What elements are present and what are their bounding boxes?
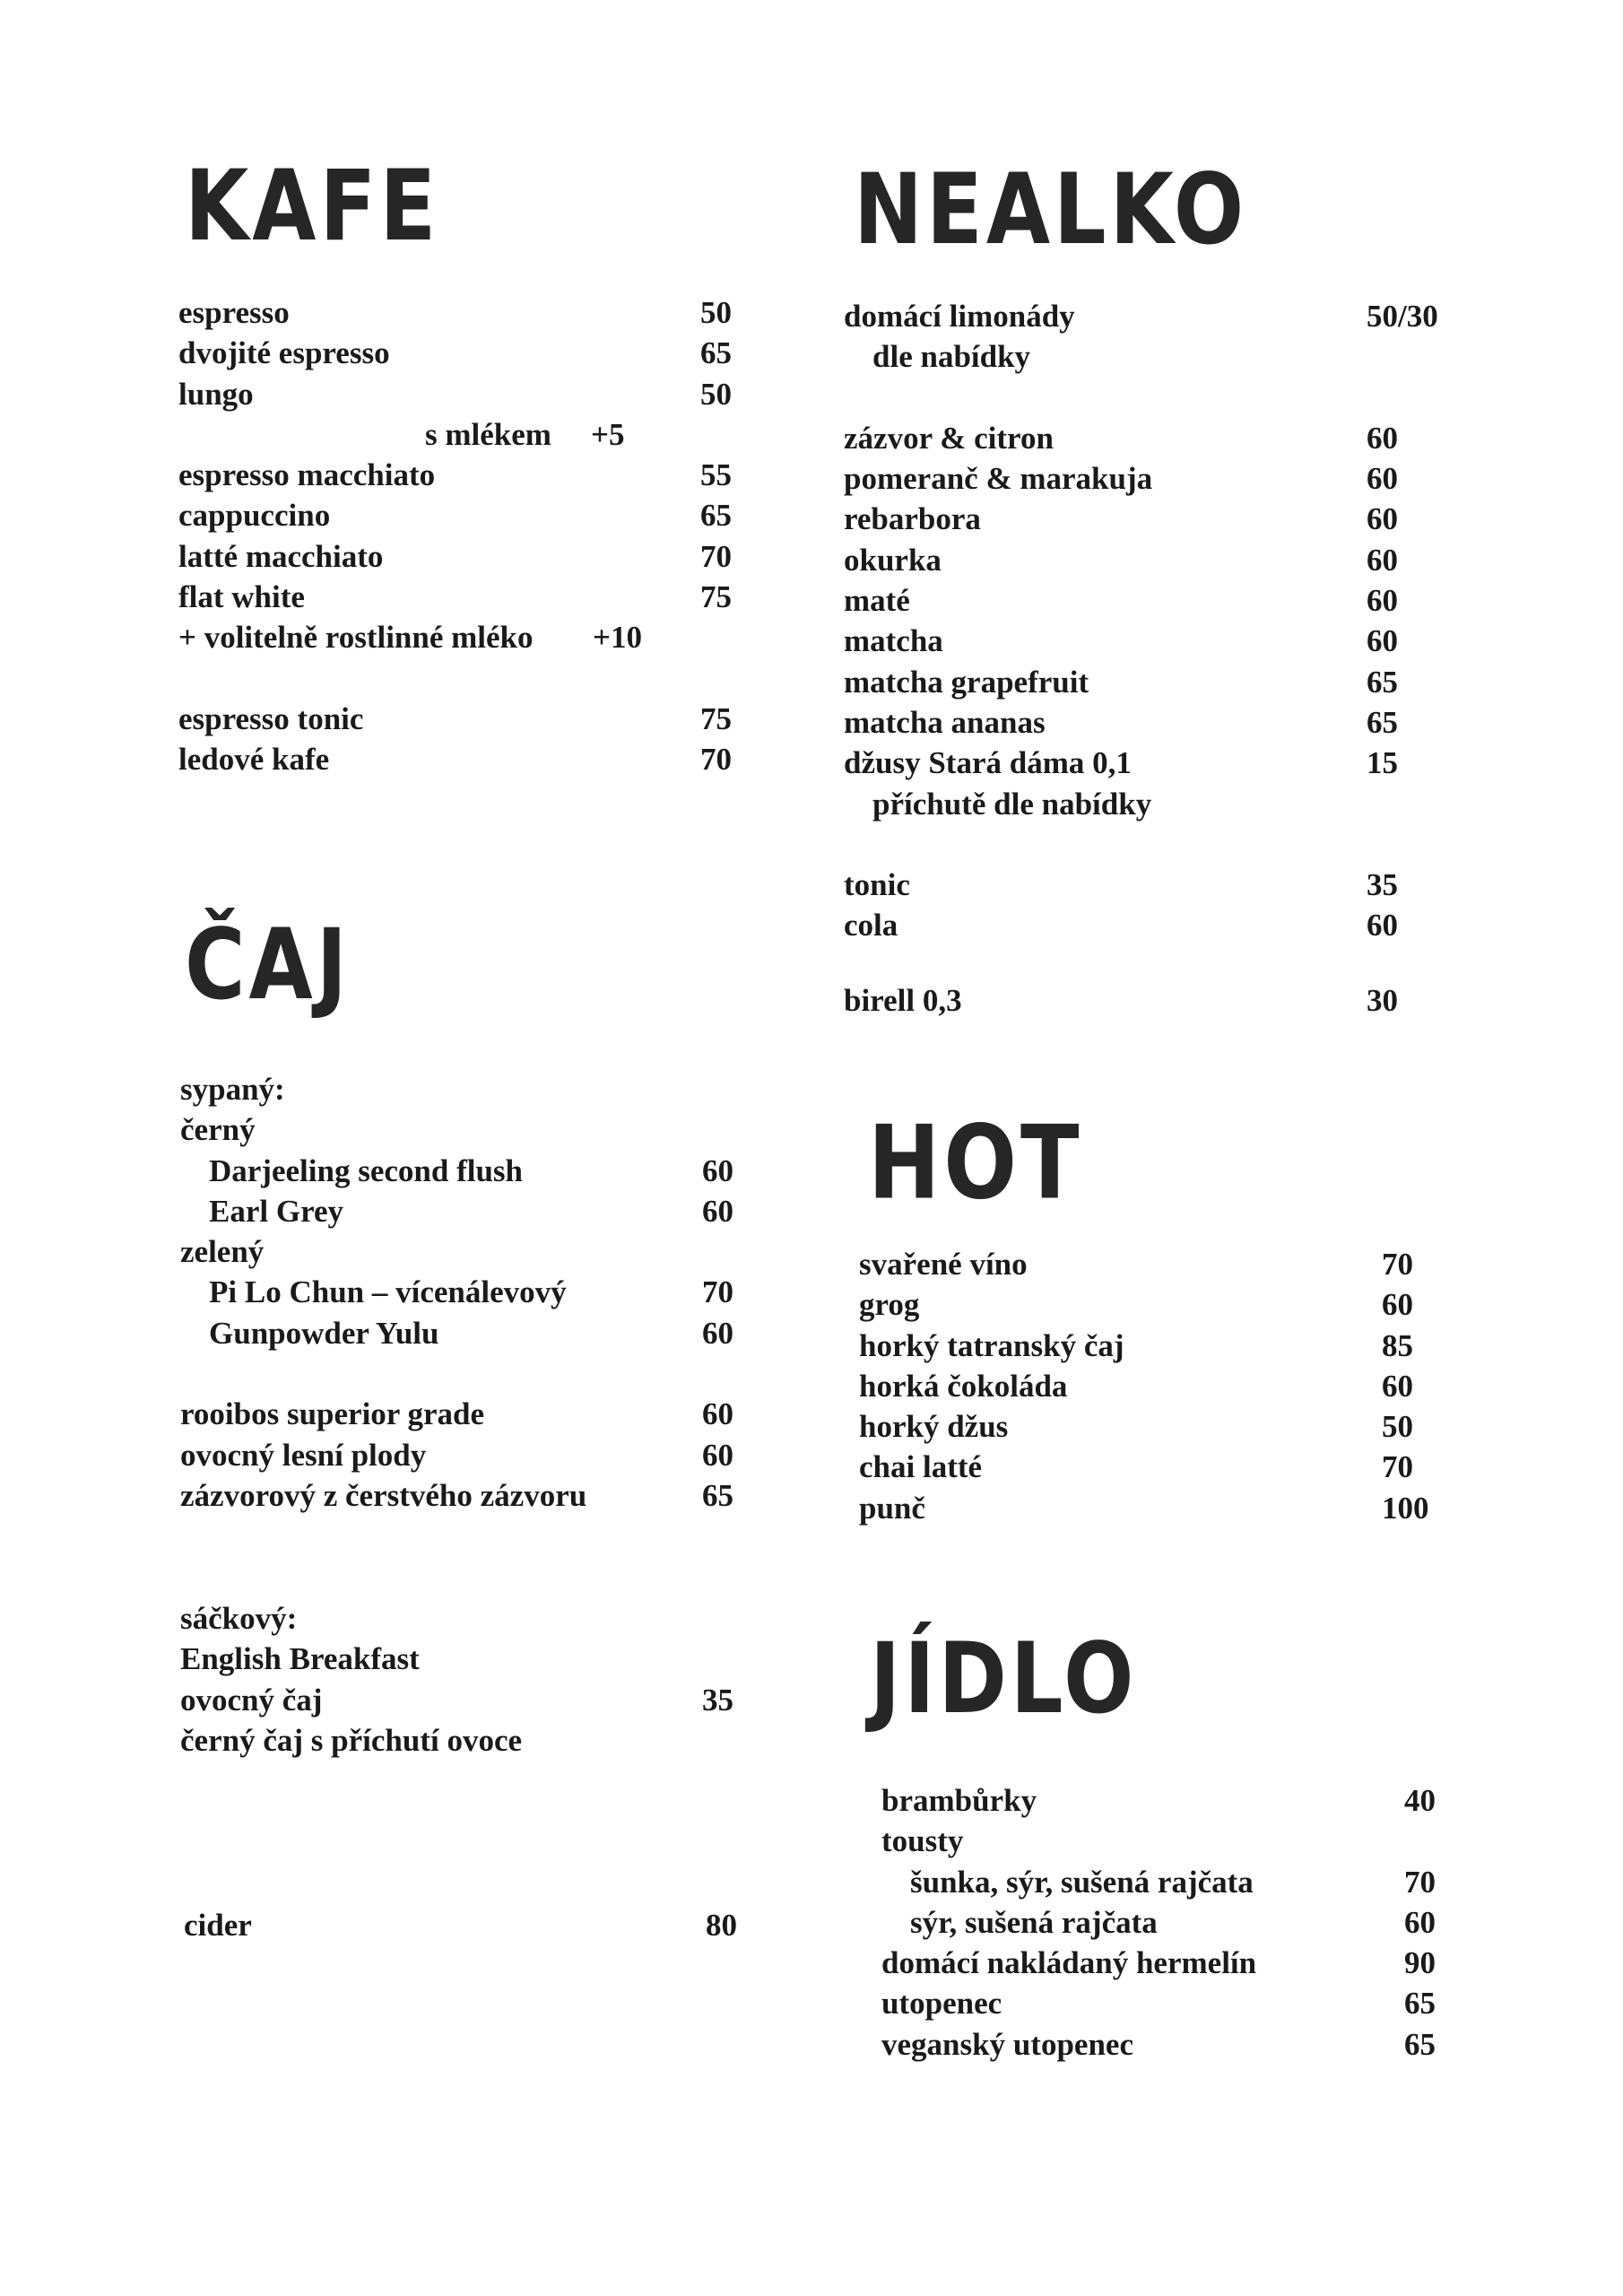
- menu-item: [881, 2024, 1509, 2065]
- menu-item: [178, 739, 752, 779]
- item-price: 70: [1404, 1864, 1436, 1900]
- subsection-label: sáčkový:: [180, 1601, 298, 1636]
- item-name: punč: [859, 1490, 925, 1526]
- item-name: matcha: [844, 623, 943, 659]
- spacer: [844, 378, 1507, 418]
- menu-section-jidlo: [881, 1780, 1509, 2065]
- item-price: 65: [700, 335, 732, 371]
- item-name: horký džus: [859, 1409, 1009, 1445]
- menu-item: [844, 662, 1507, 702]
- item-price: 65: [1404, 2026, 1436, 2062]
- item-price: 75: [700, 700, 732, 736]
- item-price: 65: [1367, 704, 1398, 740]
- item-price: 70: [700, 742, 732, 778]
- menu-item: [180, 1394, 754, 1434]
- item-name: cider: [184, 1908, 252, 1943]
- item-price: +5: [591, 416, 625, 452]
- item-price: 60: [702, 1396, 733, 1432]
- item-name: s mlékem: [425, 416, 551, 452]
- menu-item: [859, 1406, 1487, 1447]
- item-price: 100: [1382, 1490, 1429, 1526]
- menu-item: [844, 296, 1507, 336]
- menu-section-hot: [859, 1244, 1487, 1528]
- menu-item: [881, 1862, 1509, 1902]
- menu-item: [844, 702, 1507, 743]
- item-name: Pi Lo Chun – vícenálevový: [209, 1274, 567, 1310]
- item-name: espresso: [178, 295, 290, 330]
- item-price: 60: [1367, 583, 1398, 619]
- menu-item: [881, 1780, 1509, 1821]
- menu-section-cider: [184, 1905, 758, 1945]
- menu-item: [844, 580, 1507, 621]
- item-price: 60: [1404, 1904, 1436, 1940]
- menu-item: [178, 577, 752, 617]
- item-name: zázvorový z čerstvého zázvoru: [180, 1477, 587, 1513]
- menu-item: [184, 1905, 758, 1945]
- item-name: latté macchiato: [178, 538, 384, 574]
- menu-item: [178, 495, 752, 535]
- item-name: horká čokoláda: [859, 1368, 1068, 1404]
- item-name: brambůrky: [881, 1783, 1037, 1818]
- item-name: ovocný lesní plody: [180, 1437, 427, 1473]
- item-price: 65: [702, 1477, 733, 1513]
- item-price: 55: [700, 457, 732, 493]
- menu-item: [180, 1191, 754, 1231]
- menu-item: [881, 1902, 1509, 1943]
- item-name: dvojité espresso: [178, 335, 390, 371]
- item-name: okurka: [844, 542, 942, 578]
- menu-item: [180, 1435, 754, 1475]
- menu-item: [859, 1284, 1487, 1325]
- menu-item: [844, 540, 1507, 580]
- item-name: sýr, sušená rajčata: [910, 1904, 1158, 1940]
- item-name: maté: [844, 583, 910, 619]
- menu-item: [180, 1313, 754, 1353]
- menu-item: [881, 1983, 1509, 2023]
- menu-item: [178, 699, 752, 739]
- heading-hot: HOT: [868, 1103, 1083, 1222]
- item-price: 65: [700, 498, 732, 534]
- menu-item: [844, 743, 1507, 783]
- item-price: 60: [1367, 420, 1398, 456]
- menu-item: [180, 1680, 754, 1720]
- item-name: espresso macchiato: [178, 457, 436, 493]
- item-name: grog: [859, 1287, 920, 1323]
- item-price: 60: [1367, 501, 1398, 537]
- item-price: 70: [1382, 1449, 1413, 1485]
- item-price: 70: [1382, 1247, 1413, 1282]
- item-price: 60: [1367, 461, 1398, 497]
- item-name: espresso tonic: [178, 700, 364, 736]
- menu-item-modifier: [178, 617, 752, 657]
- item-price: 60: [1367, 542, 1398, 578]
- item-price: 60: [702, 1193, 733, 1229]
- item-price: 90: [1404, 1945, 1436, 1981]
- item-name: svařené víno: [859, 1247, 1028, 1282]
- item-name: English Breakfast: [180, 1641, 420, 1677]
- menu-item: [178, 455, 752, 495]
- item-price: 15: [1367, 745, 1398, 781]
- item-price: 60: [1382, 1287, 1413, 1323]
- menu-item: [859, 1244, 1487, 1284]
- menu-item: [859, 1488, 1487, 1528]
- item-name: flat white: [178, 579, 305, 615]
- item-name: + volitelně rostlinné mléko: [178, 620, 534, 656]
- item-price: 35: [1367, 867, 1398, 903]
- item-name: cola: [844, 908, 898, 944]
- item-price: 35: [702, 1682, 733, 1718]
- item-name: pomeranč & marakuja: [844, 461, 1153, 497]
- menu-item: [844, 621, 1507, 661]
- item-name: matcha ananas: [844, 704, 1046, 740]
- menu-item: [844, 865, 1507, 905]
- item-price: 60: [702, 1315, 733, 1351]
- item-note: dle nabídky: [872, 339, 1031, 375]
- heading-kafe: KAFE: [185, 149, 440, 263]
- menu-item: [844, 905, 1507, 945]
- subsection-label: zelený: [180, 1234, 265, 1270]
- menu-item-modifier: [178, 414, 752, 455]
- heading-jidlo: JÍDLO: [870, 1622, 1138, 1735]
- item-name: chai latté: [859, 1449, 983, 1485]
- item-price: 60: [1367, 908, 1398, 944]
- item-price: 50: [700, 376, 732, 412]
- item-price: 60: [1382, 1368, 1413, 1404]
- item-price: 80: [706, 1908, 737, 1943]
- item-name: zázvor & citron: [844, 420, 1054, 456]
- menu-section-caj-loose: [180, 1069, 754, 1516]
- item-price: 65: [1367, 664, 1398, 700]
- menu-section-nealko: [844, 296, 1507, 1021]
- item-name: Gunpowder Yulu: [209, 1315, 439, 1351]
- item-price: +10: [593, 620, 642, 656]
- item-price: 60: [1367, 623, 1398, 659]
- item-name: lungo: [178, 376, 254, 412]
- item-price: 30: [1367, 982, 1398, 1018]
- item-name: šunka, sýr, sušená rajčata: [910, 1864, 1254, 1900]
- item-price: 50/30: [1367, 299, 1438, 334]
- menu-item: [178, 333, 752, 373]
- spacer: [180, 1353, 754, 1394]
- menu-item: [180, 1272, 754, 1312]
- menu-item: [180, 1639, 754, 1679]
- item-price: 70: [702, 1274, 733, 1310]
- item-name: birell 0,3: [844, 982, 962, 1018]
- menu-item: [180, 1151, 754, 1191]
- menu-item: [859, 1366, 1487, 1406]
- menu-item: [178, 292, 752, 333]
- menu-section-kafe: [178, 292, 752, 780]
- item-name: rooibos superior grade: [180, 1396, 484, 1432]
- item-name: domácí limonády: [844, 299, 1075, 334]
- menu-item: [881, 1943, 1509, 1983]
- menu-item: [180, 1475, 754, 1516]
- menu-item: [180, 1720, 754, 1761]
- item-price: 50: [700, 295, 732, 330]
- item-name: Darjeeling second flush: [209, 1152, 523, 1188]
- menu-item: [844, 458, 1507, 499]
- item-price: 85: [1382, 1327, 1413, 1363]
- item-name: veganský utopenec: [881, 2026, 1133, 2062]
- item-name: ledové kafe: [178, 742, 330, 778]
- subsection-label: sypaný:: [180, 1072, 285, 1107]
- menu-section-caj-bag: [180, 1598, 754, 1761]
- item-name: ovocný čaj: [180, 1682, 323, 1718]
- spacer: [844, 824, 1507, 865]
- menu-item: [844, 980, 1507, 1021]
- item-name: džusy Stará dáma 0,1: [844, 745, 1132, 781]
- item-name: matcha grapefruit: [844, 664, 1089, 700]
- spacer: [178, 658, 752, 699]
- item-price: 65: [1404, 1986, 1436, 2022]
- item-name: domácí nakládaný hermelín: [881, 1945, 1257, 1981]
- item-price: 40: [1404, 1783, 1436, 1818]
- item-name: horký tatranský čaj: [859, 1327, 1124, 1363]
- item-price: 50: [1382, 1409, 1413, 1445]
- item-name: rebarbora: [844, 501, 981, 537]
- item-name: tonic: [844, 867, 910, 903]
- menu-item: [178, 374, 752, 414]
- item-name: utopenec: [881, 1986, 1002, 2022]
- item-note: příchutě dle nabídky: [872, 786, 1152, 822]
- item-price: 75: [700, 579, 732, 615]
- menu-item: [844, 418, 1507, 458]
- item-name: černý čaj s příchutí ovoce: [180, 1722, 523, 1758]
- menu-item: [844, 499, 1507, 539]
- heading-caj: ČAJ: [185, 908, 351, 1022]
- menu-item: [178, 536, 752, 577]
- item-price: 70: [700, 538, 732, 574]
- subsection-label: černý: [180, 1112, 256, 1148]
- item-name: cappuccino: [178, 498, 331, 534]
- menu-item: [859, 1326, 1487, 1366]
- item-name: Earl Grey: [209, 1193, 344, 1229]
- item-price: 60: [702, 1152, 733, 1188]
- subsection-label: tousty: [881, 1823, 964, 1859]
- item-price: 60: [702, 1437, 733, 1473]
- heading-nealko: NEALKO: [854, 152, 1248, 266]
- menu-item: [859, 1447, 1487, 1487]
